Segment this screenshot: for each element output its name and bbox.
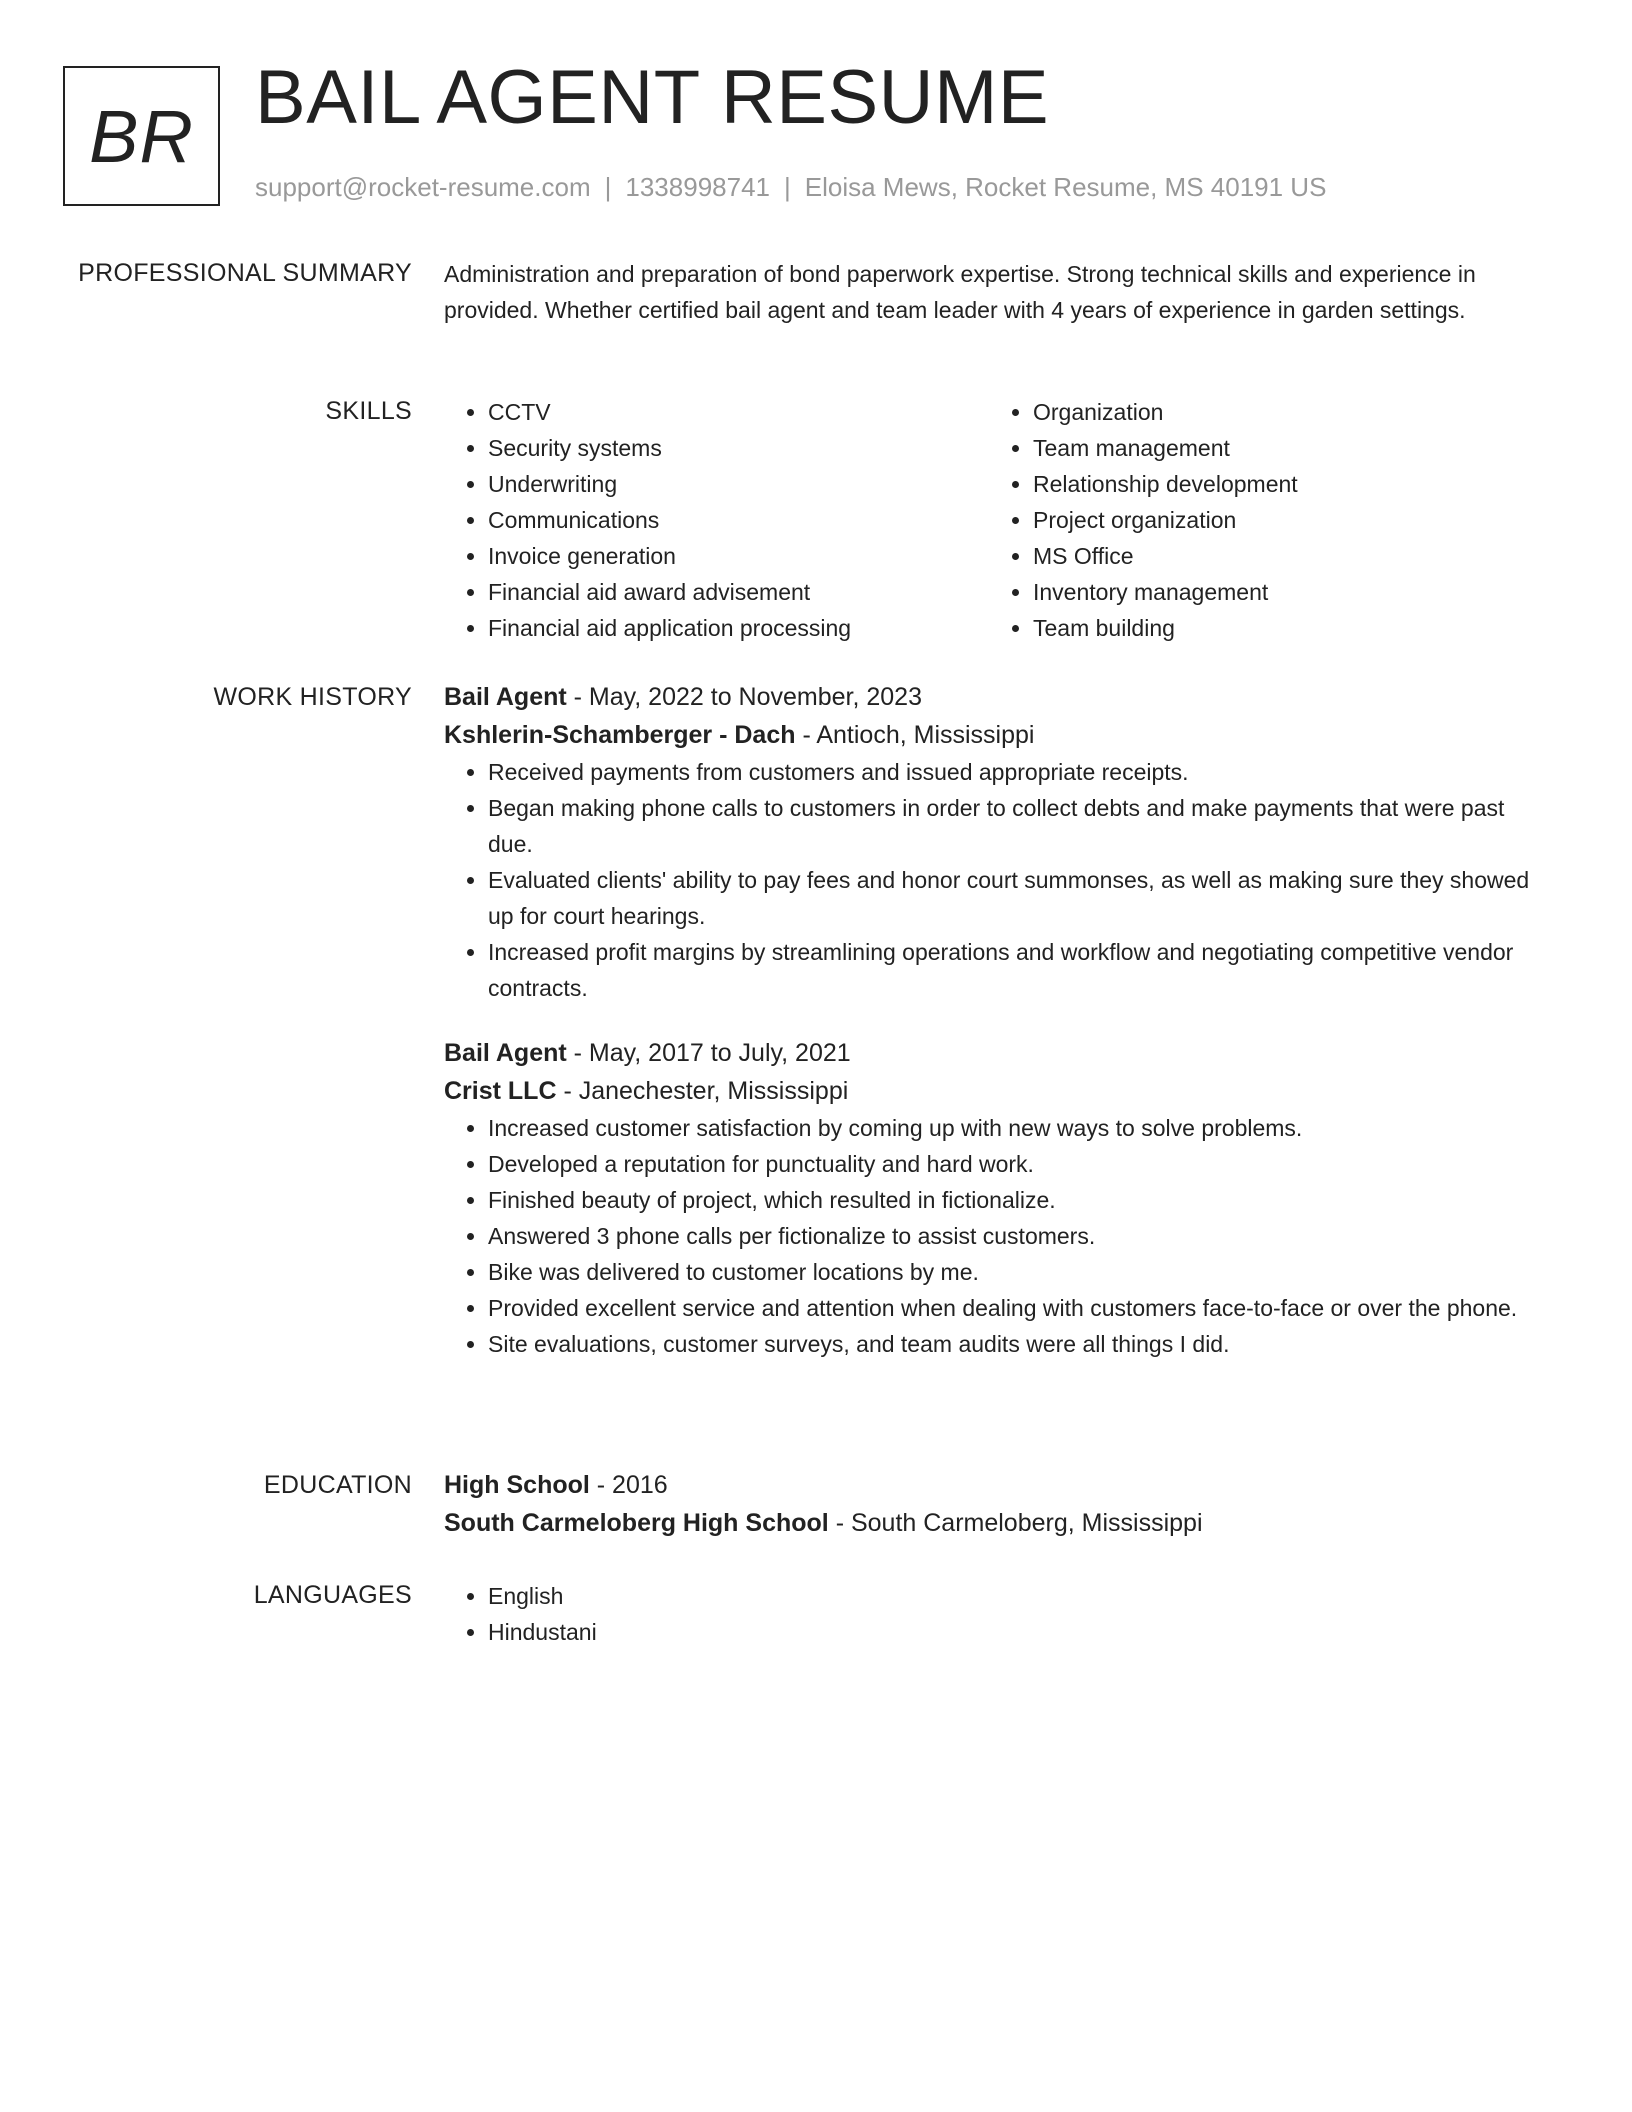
skill-item: • Financial aid award advisement [488,574,989,610]
resume-title: BAIL AGENT RESUME [255,55,1050,140]
education-body [444,1466,1534,1542]
language-item: • Hindustani [488,1614,1534,1650]
job-location: - Janechester, Mississippi [556,1077,849,1105]
section-label-work: WORK HISTORY [213,683,412,711]
job-bullets [444,1110,1534,1362]
job-title-line [444,678,1534,716]
job-location: - Antioch, Mississippi [795,721,1035,749]
section-label-summary: PROFESSIONAL SUMMARY [78,259,412,287]
skills-body [444,394,1534,646]
job-company-line [444,716,1534,754]
education-degree-line [444,1466,1534,1504]
job-title: Bail Agent [444,1039,567,1067]
job-bullet: • Provided excellent service and attention when dealing with customers face-to-face or over the phone. [488,1290,1534,1326]
section-label-skills: SKILLS [325,397,412,425]
section-label-education: EDUCATION [263,1471,412,1499]
job-bullets [444,754,1534,1006]
language-item: • English [488,1578,1534,1614]
skill-item: • CCTV [488,394,989,430]
job-dates: - May, 2022 to November, 2023 [566,683,922,711]
summary-body [444,256,1534,328]
skill-item: • Project organization [1033,502,1534,538]
monogram-badge [63,66,220,206]
skill-item: • Team building [1033,610,1534,646]
contact-email[interactable]: support@rocket-resume.com [255,172,591,202]
summary-text: Administration and preparation of bond paperwork expertise. Strong technical skills and experience in provided. Whether certified bail agent and team leader with 4 years of experience in garden settings. [444,261,1476,323]
job-company-line [444,1072,1534,1110]
skill-item: • Underwriting [488,466,989,502]
languages-body [444,1578,1534,1650]
skill-item: • Communications [488,502,989,538]
job-bullet: • Site evaluations, customer surveys, and team audits were all things I did. [488,1326,1534,1362]
education-school: South Carmeloberg High School [444,1509,829,1537]
job-title-line [444,1034,1534,1072]
skill-item: • Financial aid application processing [488,610,989,646]
contact-phone[interactable]: 1338998741 [625,172,770,202]
skill-item: • Invoice generation [488,538,989,574]
contact-separator: | [784,172,791,202]
skills-list-left [444,394,989,646]
job-bullet: • Bike was delivered to customer locations by me. [488,1254,1534,1290]
education-year: - 2016 [589,1471,668,1499]
education-degree: High School [444,1471,590,1499]
skill-item: • Inventory management [1033,574,1534,610]
education-school-line [444,1504,1534,1542]
job-dates: - May, 2017 to July, 2021 [566,1039,851,1067]
work-body [444,678,1534,1390]
job-bullet: • Increased customer satisfaction by coming up with new ways to solve problems. [488,1110,1534,1146]
job-entry [444,678,1534,1006]
job-bullet: • Received payments from customers and issued appropriate receipts. [488,754,1534,790]
skill-item: • Relationship development [1033,466,1534,502]
job-bullet: • Increased profit margins by streamlining operations and workflow and negotiating competitive vendor contracts. [488,934,1534,1006]
job-bullet: • Began making phone calls to customers in order to collect debts and make payments that were past due. [488,790,1534,862]
skill-item: • Organization [1033,394,1534,430]
skills-list-right [989,394,1534,646]
job-company: Kshlerin-Schamberger - Dach [444,721,796,749]
contact-line [255,172,1326,203]
job-bullet: • Answered 3 phone calls per fictionalize to assist customers. [488,1218,1534,1254]
job-bullet: • Developed a reputation for punctuality and hard work. [488,1146,1534,1182]
contact-address: Eloisa Mews, Rocket Resume, MS 40191 US [804,172,1327,202]
skill-item: • Team management [1033,430,1534,466]
skill-item: • MS Office [1033,538,1534,574]
job-title: Bail Agent [444,683,567,711]
job-bullet: • Evaluated clients' ability to pay fees and honor court summonses, as well as making sure they showed up for court hearings. [488,862,1534,934]
languages-list [444,1578,1534,1650]
job-entry [444,1034,1534,1362]
skill-item: • Security systems [488,430,989,466]
contact-separator: | [604,172,612,202]
job-company: Crist LLC [444,1077,557,1105]
job-bullet: • Finished beauty of project, which resulted in fictionalize. [488,1182,1534,1218]
monogram-text: BR [89,94,194,178]
education-location: - South Carmeloberg, Mississippi [828,1509,1203,1537]
section-label-languages: LANGUAGES [253,1581,412,1609]
